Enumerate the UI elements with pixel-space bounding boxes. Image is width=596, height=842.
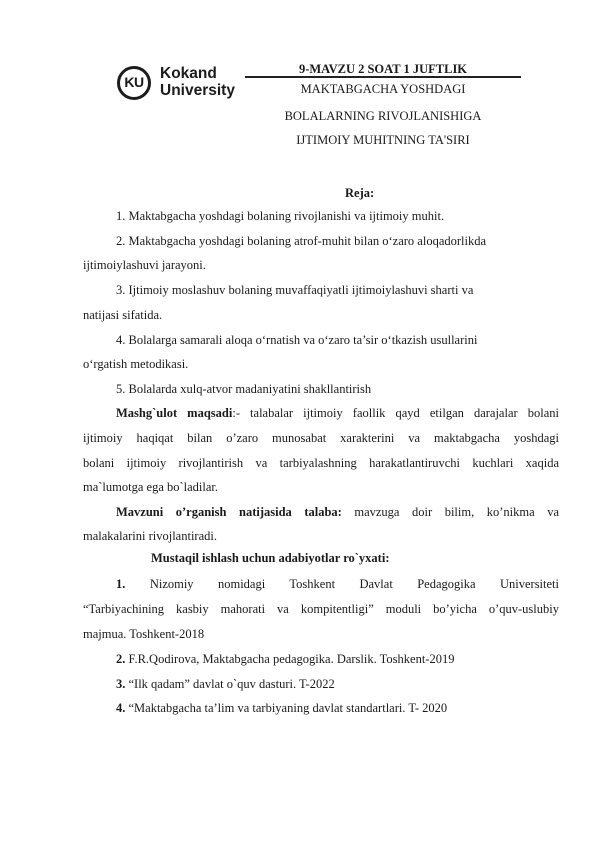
title-line-2: BOLALARNING RIVOJLANISHIGA [284,109,482,123]
logo-line-2: University [160,82,235,99]
plan-item: 1. Maktabgacha yoshdagi bolaning rivojlanishi va ijtimoiy muhit. [116,209,445,223]
outcome-line-2: malakalarini rivojlantiradi. [83,529,217,543]
literature-text: F.R.Qodirova, Maktabgacha pedagogika. Darslik. Toshkent-2019 [125,652,455,666]
plan-item-continued: ijtimoiylashuvi jarayoni. [83,258,206,272]
literature-number: 2. [116,652,126,666]
plan-item: 5. Bolalarda xulq-atvor madaniyatini shakllantirish [116,382,372,396]
literature-text: “Ilk qadam” davlat o`quv dasturi. T-2022 [125,677,335,691]
literature-item-2 [116,652,454,667]
title-line-3: IJTIMOIY MUHITNING TA'SIRI [296,133,470,147]
goal-label: Mashg`ulot maqsadi [116,406,233,420]
ku-logo-icon: KU [117,66,151,100]
outcome-label: Mavzuni o’rganish natijasida talaba: [116,505,342,519]
plan-item: 2. Maktabgacha yoshdagi bolaning atrof-muhit bilan o‘zaro aloqadorlikda [116,234,487,248]
topic-underline [245,76,521,78]
literature-text: Nizomiy nomidagi Toshkent Davlat Pedagogika Universiteti [149,577,559,591]
outcome-line-1 [116,505,559,520]
literature-number: 1. [116,577,126,591]
literature-number: 3. [116,677,126,691]
plan-item: 4. Bolalarga samarali aloqa o‘rnatish va o‘zaro ta’sir o‘tkazish usullarini [116,333,478,347]
goal-text: :- talabalar ijtimoiy faollik qayd etilgan darajalar bolani [232,406,559,420]
goal-line-1 [116,406,559,421]
plan-item: 3. Ijtimoiy moslashuv bolaning muvaffaqiyatli ijtimoiylashuvi sharti va [116,283,474,297]
topic-label: 9-MAVZU 2 SOAT 1 JUFTLIK [298,62,468,76]
plan-item-continued: natijasi sifatida. [83,308,163,322]
logo-line-1: Kokand [160,65,217,82]
literature-item-4 [116,701,447,716]
literature-number: 4. [116,701,126,715]
logo-wordmark [160,65,235,99]
literature-item-3 [116,677,335,692]
literature-text: “Maktabgacha ta’lim va tarbiyaning davlat standartlari. T- 2020 [125,701,448,715]
literature-heading: Mustaqil ishlash uchun adabiyotlar ro`yxati: [151,551,390,565]
outcome-text: mavzuga doir bilim, ko’nikma va [341,505,559,519]
literature-item-1-line-2: “Tarbiyachining kasbiy mahorati va kompitentligi” moduli bo’yicha o’quv-uslubiy [83,602,559,616]
literature-item-1 [116,577,559,592]
goal-line-3: bolani ijtimoiy rivojlantirish va tarbiyalashning harakatlantiruvchi kuchlari xaqida [83,456,559,470]
plan-item-continued: o‘rgatish metodikasi. [83,357,189,371]
goal-line-4: ma`lumotga ega bo`ladilar. [83,480,219,494]
literature-item-1-line-3: majmua. Toshkent-2018 [83,627,205,641]
title-line-1: MAKTABGACHA YOSHDAGI [300,82,466,96]
university-logo [117,64,245,104]
goal-line-2: ijtimoiy haqiqat bilan o’zaro munosabat xarakterini va maktabgacha yoshdagi [83,431,559,445]
plan-heading: Reja: [345,186,375,200]
